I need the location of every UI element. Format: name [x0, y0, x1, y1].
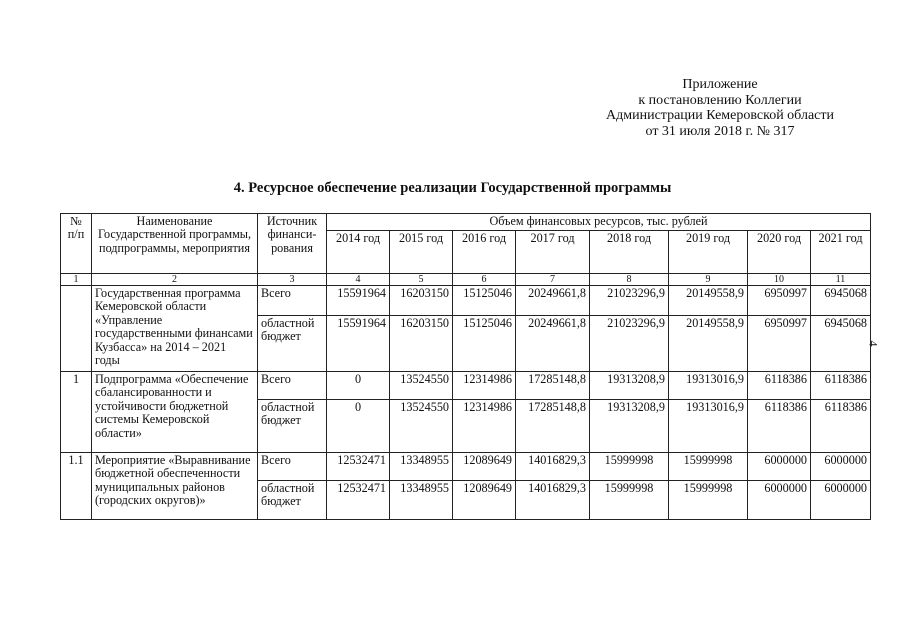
value-cell: 16203150 [390, 286, 453, 316]
column-number: 4 [327, 274, 390, 286]
value-cell: 6950997 [748, 286, 811, 316]
row-source: Всего [258, 453, 327, 481]
value-cell: 6000000 [811, 453, 871, 481]
value-cell: 12532471 [327, 481, 390, 520]
page-number: 4 [866, 340, 881, 347]
header-name: Наименование Государственной программы, подпрограммы, мероприятия [92, 214, 258, 274]
value-cell: 17285148,8 [516, 372, 590, 400]
value-cell: 15125046 [453, 286, 516, 316]
value-cell: 13348955 [390, 481, 453, 520]
document-title: 4. Ресурсное обеспечение реализации Государственной программы [233, 180, 672, 196]
value-cell: 12314986 [453, 400, 516, 453]
value-cell: 13348955 [390, 453, 453, 481]
value-cell: 6000000 [811, 481, 871, 520]
header-year: 2019 год [669, 231, 748, 274]
annex-line: к постановлению Коллегии [638, 92, 802, 108]
header-num: № п/п [61, 214, 92, 274]
row-source: Всего [258, 372, 327, 400]
table-row [61, 453, 871, 481]
value-cell: 19313208,9 [590, 372, 669, 400]
value-cell: 0 [327, 400, 390, 453]
value-cell: 12532471 [327, 453, 390, 481]
value-cell: 15591964 [327, 286, 390, 316]
value-cell: 14016829,3 [516, 481, 590, 520]
header-year: 2014 год [327, 231, 390, 274]
header-year: 2017 год [516, 231, 590, 274]
value-cell: 6118386 [748, 400, 811, 453]
value-cell: 12314986 [453, 372, 516, 400]
value-cell: 21023296,9 [590, 316, 669, 372]
value-cell: 16203150 [390, 316, 453, 372]
row-source: областной бюджет [258, 481, 327, 520]
value-cell: 15591964 [327, 316, 390, 372]
header-year: 2021 год [811, 231, 871, 274]
value-cell: 15999998 [669, 453, 748, 481]
value-cell: 6000000 [748, 481, 811, 520]
annex-line: Приложение [682, 77, 758, 92]
column-number: 1 [61, 274, 92, 286]
column-number-row [61, 274, 871, 286]
value-cell: 19313016,9 [669, 400, 748, 453]
column-number: 5 [390, 274, 453, 286]
value-cell: 13524550 [390, 400, 453, 453]
column-number: 7 [516, 274, 590, 286]
value-cell: 15999998 [590, 453, 669, 481]
header-year: 2016 год [453, 231, 516, 274]
header-volume: Объем финансовых ресурсов, тыс. рублей [327, 214, 871, 231]
value-cell: 20149558,9 [669, 316, 748, 372]
row-name: Подпрограмма «Обеспечение сбалансированности и устойчивости бюджетной системы Кемеровской области» [92, 372, 258, 453]
value-cell: 12089649 [453, 481, 516, 520]
value-cell: 20149558,9 [669, 286, 748, 316]
table-row [61, 372, 871, 400]
resource-table [60, 213, 871, 520]
value-cell: 20249661,8 [516, 316, 590, 372]
value-cell: 17285148,8 [516, 400, 590, 453]
value-cell: 19313208,9 [590, 400, 669, 453]
header-year: 2020 год [748, 231, 811, 274]
value-cell: 6118386 [811, 400, 871, 453]
value-cell: 20249661,8 [516, 286, 590, 316]
value-cell: 14016829,3 [516, 453, 590, 481]
value-cell: 6950997 [748, 316, 811, 372]
value-cell: 6118386 [811, 372, 871, 400]
value-cell: 13524550 [390, 372, 453, 400]
column-number: 9 [669, 274, 748, 286]
annex-line: от 31 июля 2018 г. № 317 [645, 123, 795, 139]
value-cell: 6000000 [748, 453, 811, 481]
row-num [61, 286, 92, 372]
row-name: Государственная программа Кемеровской области «Управление государственными финансами Кузбасса» на 2014 – 2021 годы [92, 286, 258, 372]
header-year: 2015 год [390, 231, 453, 274]
row-name: Мероприятие «Выравнивание бюджетной обеспеченности муниципальных районов (городских округов)» [92, 453, 258, 520]
value-cell: 12089649 [453, 453, 516, 481]
row-num: 1 [61, 372, 92, 453]
value-cell: 15999998 [669, 481, 748, 520]
row-source: областной бюджет [258, 400, 327, 453]
table-row [61, 286, 871, 316]
value-cell: 6118386 [748, 372, 811, 400]
value-cell: 19313016,9 [669, 372, 748, 400]
column-number: 2 [92, 274, 258, 286]
value-cell: 0 [327, 372, 390, 400]
column-number: 3 [258, 274, 327, 286]
annex-header [560, 77, 880, 139]
value-cell: 21023296,9 [590, 286, 669, 316]
value-cell: 6945068 [811, 316, 871, 372]
column-number: 11 [811, 274, 871, 286]
row-num: 1.1 [61, 453, 92, 520]
value-cell: 15125046 [453, 316, 516, 372]
annex-line: Администрации Кемеровской области [606, 108, 834, 123]
row-source: областной бюджет [258, 316, 327, 372]
column-number: 8 [590, 274, 669, 286]
value-cell: 15999998 [590, 481, 669, 520]
header-source: Источник финанси-рования [258, 214, 327, 274]
column-number: 6 [453, 274, 516, 286]
row-source: Всего [258, 286, 327, 316]
column-number: 10 [748, 274, 811, 286]
header-year: 2018 год [590, 231, 669, 274]
value-cell: 6945068 [811, 286, 871, 316]
